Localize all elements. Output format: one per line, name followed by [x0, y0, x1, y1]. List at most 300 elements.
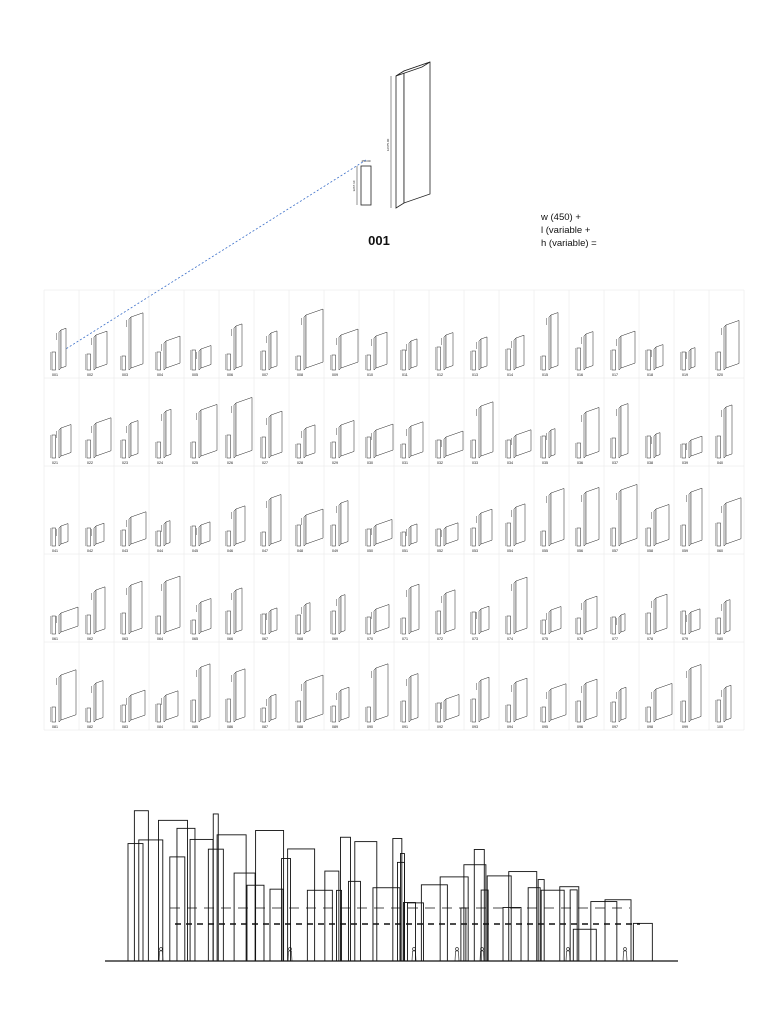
formula-line-3: h (variable) = [541, 238, 597, 249]
cell-label: 017 [612, 373, 618, 377]
large-panel-side [96, 331, 107, 368]
catalog-cell [366, 604, 390, 641]
large-panel-face [514, 435, 516, 458]
small-panel [367, 617, 371, 634]
catalog-cell [191, 599, 212, 642]
small-panel [227, 611, 231, 634]
small-panel [227, 531, 231, 546]
large-panel-face [549, 610, 551, 634]
catalog-cell [436, 523, 459, 553]
large-panel-face [339, 596, 341, 634]
large-panel-face [269, 415, 271, 458]
large-panel-side [691, 609, 700, 632]
catalog-cell [471, 509, 493, 553]
large-panel-side [726, 405, 732, 456]
catalog-cell [541, 313, 559, 377]
catalog-cell [226, 506, 246, 553]
catalog-cell [436, 590, 456, 641]
small-panel [192, 350, 196, 370]
small-panel [297, 701, 301, 722]
hero-large-panel-face [396, 71, 404, 208]
large-panel-side [446, 694, 459, 720]
skyline-panel [288, 849, 315, 961]
skyline-panel [270, 889, 283, 961]
catalog-cell [296, 309, 324, 377]
large-panel-side [201, 404, 217, 456]
large-panel-face [724, 687, 726, 722]
catalog-cell [156, 521, 171, 553]
catalog-cell [716, 685, 732, 729]
cell-label: 100 [717, 725, 723, 729]
cell-label: 096 [577, 725, 583, 729]
large-panel-face [59, 613, 61, 634]
catalog-cell [156, 409, 172, 465]
catalog-cell [646, 433, 661, 465]
cell-label: 065 [192, 637, 198, 641]
cell-label: 099 [682, 725, 688, 729]
skyline-panel [421, 885, 447, 961]
large-panel-side [481, 677, 489, 720]
cell-label: 095 [542, 725, 548, 729]
large-panel-side [376, 424, 393, 456]
catalog-cell [331, 501, 349, 553]
large-panel-side [341, 329, 358, 368]
large-panel-side [61, 425, 71, 457]
large-panel-face [724, 503, 726, 546]
skyline-panel [190, 839, 213, 961]
catalog-cell [86, 331, 108, 377]
catalog-cell [261, 411, 283, 465]
large-panel-side [726, 498, 741, 544]
catalog-cell [51, 328, 67, 377]
cell-label: 059 [682, 549, 688, 553]
large-panel-side [376, 519, 392, 544]
catalog-cell [51, 670, 77, 729]
cell-label: 002 [87, 373, 93, 377]
large-panel-side [306, 425, 315, 456]
large-panel-side [306, 309, 323, 368]
cell-label: 087 [262, 725, 268, 729]
small-panel [577, 528, 581, 546]
large-panel-face [234, 509, 236, 546]
small-panel [402, 350, 406, 370]
cell-label: 036 [577, 461, 583, 465]
small-panel [262, 437, 266, 458]
large-panel-face [619, 689, 621, 722]
catalog-cell [401, 339, 418, 377]
catalog-cell [716, 320, 740, 377]
small-panel [542, 436, 546, 458]
large-panel-face [479, 513, 481, 546]
hero-large-dim-label: 12675.00 [386, 138, 390, 152]
catalog-cell [226, 397, 253, 465]
small-panel [297, 615, 301, 634]
panel-catalog [51, 309, 742, 729]
small-panel [647, 436, 651, 458]
small-panel [87, 440, 91, 458]
small-panel [402, 618, 406, 634]
large-panel-face [584, 683, 586, 722]
large-panel-side [166, 576, 180, 632]
large-panel-face [269, 498, 271, 546]
cell-label: 098 [647, 725, 653, 729]
cell-label: 008 [297, 373, 303, 377]
small-panel [612, 617, 616, 634]
catalog-cell [401, 674, 419, 729]
large-panel-face [584, 412, 586, 458]
large-panel-side [656, 504, 669, 544]
large-panel-side [656, 594, 667, 632]
small-panel [402, 444, 406, 458]
large-panel-face [549, 430, 551, 458]
large-panel-side [271, 495, 281, 545]
catalog-cell [611, 404, 629, 465]
catalog-cell [681, 609, 701, 641]
catalog-cell [366, 424, 394, 465]
small-panel [297, 525, 301, 546]
large-panel-side [481, 606, 489, 632]
large-panel-face [129, 423, 131, 458]
cell-label: 046 [227, 549, 233, 553]
catalog-cell [121, 512, 147, 553]
large-panel-side [726, 600, 730, 632]
large-panel-face [619, 490, 621, 546]
cell-label: 048 [297, 549, 303, 553]
large-panel-face [94, 335, 96, 370]
catalog-cell [506, 577, 528, 641]
catalog-cell [611, 331, 636, 377]
cell-label: 022 [87, 461, 93, 465]
large-panel-side [656, 433, 660, 456]
small-panel [402, 701, 406, 722]
large-panel-face [374, 430, 376, 458]
large-panel-side [131, 690, 145, 720]
cell-label: 024 [157, 461, 163, 465]
small-panel [87, 354, 91, 370]
person-figure [623, 948, 627, 961]
small-panel [612, 438, 616, 458]
cell-label: 006 [227, 373, 233, 377]
skyline-panel [355, 842, 377, 961]
skyline-panel [461, 908, 466, 961]
cell-label: 012 [437, 373, 443, 377]
large-panel-side [586, 487, 599, 544]
catalog-cell [191, 346, 212, 378]
catalog-cell [401, 584, 420, 641]
large-panel-side [341, 501, 348, 544]
cell-label: 055 [542, 549, 548, 553]
catalog-cell [541, 488, 565, 553]
large-panel-side [236, 324, 242, 368]
small-panel [682, 352, 686, 370]
small-panel [332, 442, 336, 458]
catalog-cell [401, 422, 424, 465]
large-panel-face [304, 604, 306, 634]
cell-label: 037 [612, 461, 618, 465]
large-panel-side [621, 404, 628, 456]
skyline-panel [403, 903, 415, 961]
large-panel-side [621, 687, 626, 720]
cell-label: 079 [682, 637, 688, 641]
small-panel [297, 444, 301, 458]
large-panel-side [166, 691, 178, 720]
large-panel-side [656, 345, 663, 368]
small-panel [87, 708, 91, 722]
large-panel-face [269, 333, 271, 370]
large-panel-side [516, 430, 531, 456]
large-panel-face [409, 676, 411, 722]
large-panel-face [514, 507, 516, 546]
catalog-cell [366, 519, 393, 553]
cell-label: 061 [52, 637, 58, 641]
small-panel [577, 443, 581, 458]
small-panel [647, 528, 651, 546]
cell-label: 023 [122, 461, 128, 465]
large-panel-face [444, 527, 446, 546]
small-panel [437, 347, 441, 370]
large-panel-face [199, 410, 201, 458]
large-panel-face [129, 695, 131, 722]
catalog-cell [366, 664, 389, 729]
small-panel [437, 440, 441, 458]
large-panel-side [341, 687, 349, 720]
catalog-cell [261, 495, 282, 554]
large-panel-side [166, 336, 180, 368]
cell-label: 073 [472, 637, 478, 641]
small-panel [367, 355, 371, 370]
large-panel-side [376, 332, 387, 368]
large-panel-side [376, 664, 388, 720]
small-panel [157, 531, 161, 546]
skyline-panel [487, 876, 511, 961]
large-panel-side [446, 431, 463, 456]
skyline-panel [541, 890, 564, 961]
large-panel-face [164, 411, 166, 458]
large-panel-face [59, 330, 61, 370]
large-panel-side [586, 679, 597, 720]
cell-label: 007 [262, 373, 268, 377]
small-panel [332, 706, 336, 722]
skyline-panel [509, 872, 537, 961]
small-panel [542, 620, 546, 634]
large-panel-side [621, 484, 637, 544]
large-panel-side [691, 348, 695, 368]
small-panel [542, 707, 546, 722]
large-panel-face [479, 680, 481, 722]
small-panel [577, 618, 581, 634]
cell-label: 051 [402, 549, 408, 553]
person-figure [566, 948, 570, 961]
cell-label: 001 [52, 373, 58, 377]
small-panel [717, 700, 721, 722]
small-panel [647, 350, 651, 370]
cell-label: 031 [402, 461, 408, 465]
large-panel-side [61, 607, 78, 632]
catalog-cell [471, 402, 494, 465]
large-panel-face [444, 437, 446, 458]
small-panel [367, 707, 371, 722]
large-panel-side [131, 313, 143, 368]
large-panel-face [339, 425, 341, 458]
large-panel-side [271, 608, 277, 632]
large-panel-face [339, 503, 341, 546]
cell-label: 004 [157, 373, 163, 377]
cell-label: 075 [542, 637, 548, 641]
skyline-panel [605, 900, 631, 961]
cell-label: 025 [192, 461, 198, 465]
large-panel-side [341, 595, 345, 632]
catalog-cell [576, 407, 600, 465]
cell-label: 097 [612, 725, 618, 729]
large-panel-side [201, 522, 210, 544]
large-panel-face [164, 581, 166, 634]
catalog-cell [541, 607, 562, 642]
cell-label: 080 [717, 637, 723, 641]
catalog-cell [86, 681, 104, 729]
large-panel-face [374, 525, 376, 546]
small-panel [157, 352, 161, 370]
catalog-cell [226, 324, 243, 377]
catalog-cell [261, 608, 278, 641]
cell-label: 070 [367, 637, 373, 641]
small-panel [507, 616, 511, 634]
catalog-cell [471, 677, 490, 729]
cell-label: 039 [682, 461, 688, 465]
large-panel-face [94, 590, 96, 634]
small-panel [87, 615, 91, 634]
catalog-cell [86, 587, 106, 641]
large-panel-side [96, 681, 103, 720]
large-panel-side [516, 678, 527, 720]
small-panel [332, 525, 336, 546]
cell-label: 041 [52, 549, 58, 553]
cell-label: 011 [402, 373, 408, 377]
person-figure [480, 948, 484, 961]
large-panel-side [201, 664, 210, 720]
large-panel-face [689, 492, 691, 546]
cell-label: 054 [507, 549, 513, 553]
large-panel-face [584, 492, 586, 546]
small-panel [612, 702, 616, 722]
cell-label: 014 [507, 373, 513, 377]
small-panel [612, 350, 616, 370]
catalog-cell [541, 684, 567, 729]
catalog-cell [331, 595, 346, 641]
large-panel-side [621, 331, 635, 368]
large-panel-face [724, 407, 726, 458]
skyline-panel [208, 849, 223, 961]
large-panel-face [549, 689, 551, 722]
catalog-cell [576, 487, 600, 553]
large-panel-side [551, 684, 566, 720]
cell-label: 050 [367, 549, 373, 553]
small-panel [472, 528, 476, 546]
catalog-cell [716, 600, 731, 641]
catalog-grid [44, 290, 744, 730]
cell-label: 016 [577, 373, 583, 377]
small-panel [437, 529, 441, 546]
small-panel [647, 613, 651, 634]
catalog-cell [576, 332, 594, 377]
cell-label: 074 [507, 637, 513, 641]
person-figure [288, 948, 292, 961]
cell-label: 035 [542, 461, 548, 465]
large-panel-face [619, 615, 621, 634]
large-panel-side [551, 313, 558, 368]
catalog-cell [86, 418, 112, 465]
small-panel [227, 435, 231, 458]
small-panel [192, 620, 196, 634]
catalog-cell [611, 484, 638, 553]
skyline-panel [633, 923, 652, 961]
small-panel [262, 708, 266, 722]
small-panel [227, 699, 231, 722]
hero-large-panel-side [404, 62, 430, 203]
small-panel [262, 532, 266, 546]
skyline-panel [464, 865, 486, 961]
catalog-cell [121, 313, 144, 377]
catalog-cell [156, 336, 181, 377]
large-panel-face [689, 440, 691, 458]
large-panel-side [621, 614, 625, 632]
large-panel-side [411, 339, 417, 368]
large-panel-face [409, 426, 411, 458]
cell-label: 040 [717, 461, 723, 465]
formula-block [540, 212, 597, 249]
cell-label: 015 [542, 373, 548, 377]
small-panel [682, 701, 686, 722]
catalog-cell [716, 498, 742, 553]
cell-label: 009 [332, 373, 338, 377]
catalog-cell [121, 690, 146, 729]
cell-label: 089 [332, 725, 338, 729]
catalog-cell [226, 669, 246, 729]
large-panel-side [516, 504, 525, 544]
large-panel-side [306, 603, 310, 632]
cell-label: 058 [647, 549, 653, 553]
large-panel-face [199, 525, 201, 546]
large-panel-side [201, 599, 211, 633]
small-panel [52, 707, 56, 722]
catalog-cell [191, 522, 211, 553]
cell-label: 018 [647, 373, 653, 377]
cell-label: 062 [87, 637, 93, 641]
small-panel [577, 348, 581, 370]
large-panel-face [549, 315, 551, 370]
catalog-cell [51, 425, 72, 466]
small-panel [297, 356, 301, 370]
catalog-cell [681, 665, 702, 730]
cell-label: 029 [332, 461, 338, 465]
catalog-cell [506, 430, 532, 465]
catalog-cell [156, 691, 179, 729]
catalog-cell [156, 576, 181, 641]
cell-label: 072 [437, 637, 443, 641]
small-panel [192, 526, 196, 546]
small-panel [507, 523, 511, 546]
catalog-cell [506, 504, 526, 553]
cell-label: 013 [472, 373, 478, 377]
cell-label: 091 [402, 725, 408, 729]
large-panel-face [479, 406, 481, 458]
large-panel-side [96, 523, 104, 544]
small-panel [122, 613, 126, 634]
large-panel-face [129, 517, 131, 546]
cell-label: 044 [157, 549, 163, 553]
large-panel-face [94, 683, 96, 722]
large-panel-side [236, 506, 245, 544]
large-panel-side [341, 420, 354, 456]
